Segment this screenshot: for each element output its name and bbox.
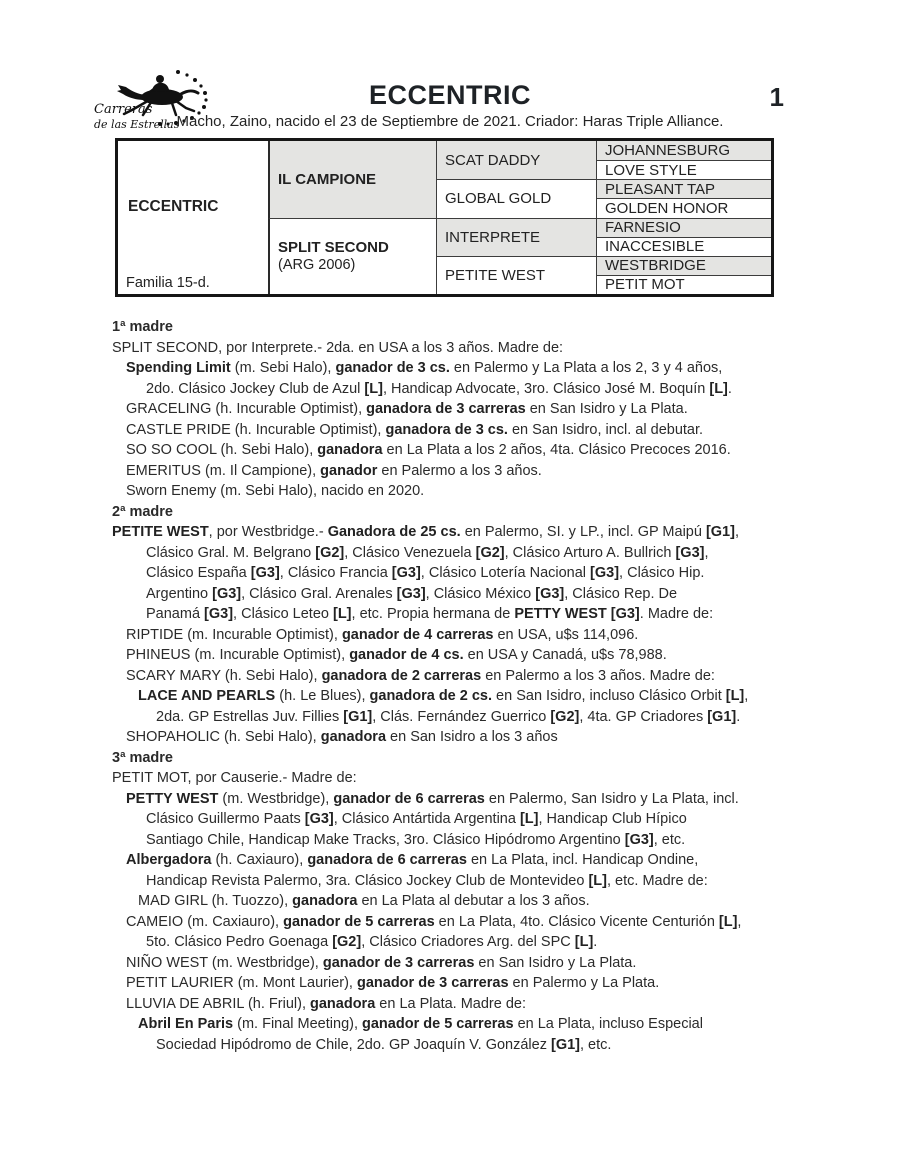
horse-name: LOVE STYLE — [605, 161, 697, 179]
pedigree-line: PHINEUS (m. Incurable Optimist), ganador de 4 cs. en USA y Canadá, u$s 78,988. — [126, 647, 667, 663]
horse-name: SCAT DADDY — [445, 151, 541, 169]
page-number: 1 — [769, 82, 784, 112]
pedigree-line: CASTLE PRIDE (h. Incurable Optimist), ganadora de 3 cs. en San Isidro, incl. al debutar. — [126, 421, 704, 438]
section-heading: 3ª madre — [112, 749, 173, 766]
pedigree-line: PETTY WEST (m. Westbridge), ganador de 6 carreras en Palermo, San Isidro y La Plata, incl. — [126, 790, 739, 807]
pedigree-line: PETITE WEST, por Westbridge.- Ganadora de 25 cs. en Palermo, SI. y LP., incl. GP Maipú [G1], — [112, 524, 739, 540]
pedigree-line: Clásico Gral. M. Belgrano [G2], Clásico Venezuela [G2], Clásico Arturo A. Bullrich [G3], — [146, 544, 709, 561]
page-title: ECCENTRIC — [368, 80, 531, 110]
horse-name: PETITE WEST — [445, 266, 546, 284]
pedigree-line: LACE AND PEARLS (h. Le Blues), ganadora de 2 cs. en San Isidro, incluso Clásico Orbit [L], — [138, 688, 749, 704]
pedigree-line: SCARY MARY (h. Sebi Halo), ganadora de 2 carreras en Palermo a los 3 años. Madre de: — [126, 667, 715, 684]
horse-name: PETIT MOT — [605, 276, 685, 294]
pedigree-line: 5to. Clásico Pedro Goenaga [G2], Clásico Criadores Arg. del SPC [L]. — [146, 934, 598, 950]
pedigree-line: 2do. Clásico Jockey Club de Azul [L], Handicap Advocate, 3ro. Clásico José M. Boquín [L]. — [146, 380, 732, 397]
pedigree-line: PETIT LAURIER (m. Mont Laurier), ganador de 3 carreras en Palermo y La Plata. — [126, 975, 660, 991]
horse-name: INACCESIBLE — [605, 238, 705, 256]
pedigree-line: PETIT MOT, por Causerie.- Madre de: — [112, 770, 357, 786]
pedigree-line: NIÑO WEST (m. Westbridge), ganador de 3 carreras en San Isidro y La Plata. — [126, 954, 637, 971]
pedigree-line: SHOPAHOLIC (h. Sebi Halo), ganadora en San Isidro a los 3 años — [126, 729, 558, 745]
great-grandparent-cell — [596, 256, 771, 275]
horse-name: PLEASANT TAP — [605, 180, 716, 198]
dam-cell — [268, 218, 436, 295]
pedigree-line: MAD GIRL (h. Tuozzo), ganadora en La Plata al debutar a los 3 años. — [138, 893, 590, 909]
pedigree-line: Spending Limit (m. Sebi Halo), ganador de 3 cs. en Palermo y La Plata a los 2, 3 y 4 años, — [126, 360, 723, 376]
horse-name: WESTBRIDGE — [605, 257, 706, 275]
pedigree-text — [112, 317, 812, 1055]
subject-cell — [118, 141, 268, 294]
pedigree-line: Sworn Enemy (m. Sebi Halo), nacido en 2020. — [126, 483, 425, 499]
horse-name: FARNESIO — [605, 219, 681, 237]
horse-name: INTERPRETE — [445, 228, 541, 246]
horse-name: SPLIT SECOND — [278, 239, 389, 257]
pedigree-line: SO SO COOL (h. Sebi Halo), ganadora en La Plata a los 2 años, 4ta. Clásico Precoces 2016. — [126, 442, 731, 458]
great-grandparent-cell — [596, 218, 771, 237]
pedigree-table — [115, 138, 774, 297]
great-grandparent-cell — [596, 141, 771, 160]
grandsire-cell — [436, 141, 596, 179]
pedigree-line: GRACELING (h. Incurable Optimist), ganadora de 3 carreras en San Isidro y La Plata. — [126, 401, 688, 417]
pedigree-line: CAMEIO (m. Caxiauro), ganador de 5 carreras en La Plata, 4to. Clásico Vicente Centurión [L], — [126, 913, 742, 930]
great-grandparent-cell — [596, 160, 771, 179]
horse-name: GLOBAL GOLD — [445, 190, 552, 208]
section-heading: 1ª madre — [112, 319, 173, 335]
pedigree-line: EMERITUS (m. Il Campione), ganador en Palermo a los 3 años. — [126, 462, 542, 479]
section-heading: 2ª madre — [112, 503, 173, 520]
pedigree-line: Sociedad Hipódromo de Chile, 2do. GP Joaquín V. González [G1], etc. — [156, 1036, 612, 1053]
horse-name: JOHANNESBURG — [605, 142, 731, 160]
pedigree-line: Abril En Paris (m. Final Meeting), ganador de 5 carreras en La Plata, incluso Especial — [138, 1016, 703, 1032]
pedigree-line: 2da. GP Estrellas Juv. Fillies [G1], Clás. Fernández Guerrico [G2], 4ta. GP Criadores [G1]. — [156, 708, 741, 725]
horse-detail: (ARG 2006) — [278, 257, 356, 274]
grandsire-cell — [436, 218, 596, 256]
pedigree-line: SPLIT SECOND, por Interprete.- 2da. en USA a los 3 años. Madre de: — [112, 339, 564, 356]
pedigree-line: Argentino [G3], Clásico Gral. Arenales [G3], Clásico México [G3], Clásico Rep. De — [146, 585, 678, 602]
pedigree-line: Panamá [G3], Clásico Leteo [L], etc. Propia hermana de PETTY WEST [G3]. Madre de: — [146, 606, 714, 622]
family-label: Familia 15-d. — [126, 275, 210, 291]
pedigree-line: Albergadora (h. Caxiauro), ganadora de 6 carreras en La Plata, incl. Handicap Ondine, — [126, 852, 699, 868]
horse-name: GOLDEN HONOR — [605, 199, 729, 217]
logo-text-line2: de las Estrellas — [94, 118, 180, 131]
great-grandparent-cell — [596, 237, 771, 256]
pedigree-line: Clásico Guillermo Paats [G3], Clásico Antártida Argentina [L], Handicap Club Hípico — [146, 811, 687, 827]
horse-name: IL CAMPIONE — [278, 170, 377, 188]
birth-breeder-line: Macho, Zaino, nacido el 23 de Septiembre de 2021. Criador: Haras Triple Alliance. — [176, 113, 724, 130]
granddam-cell — [436, 179, 596, 217]
pedigree-line: RIPTIDE (m. Incurable Optimist), ganador de 4 carreras en USA, u$s 114,096. — [126, 626, 639, 643]
subject-name: ECCENTRIC — [128, 197, 219, 215]
sire-cell — [268, 141, 436, 218]
logo-text-line1: Carreras — [94, 102, 153, 117]
great-grandparent-cell — [596, 179, 771, 198]
granddam-cell — [436, 256, 596, 294]
pedigree-line: Clásico España [G3], Clásico Francia [G3], Clásico Lotería Nacional [G3], Clásico Hip. — [146, 565, 705, 581]
great-grandparent-cell — [596, 198, 771, 217]
great-grandparent-cell — [596, 275, 771, 294]
pedigree-line: Handicap Revista Palermo, 3ra. Clásico Jockey Club de Montevideo [L], etc. Madre de: — [146, 872, 708, 889]
pedigree-line: Santiago Chile, Handicap Make Tracks, 3ro. Clásico Hipódromo Argentino [G3], etc. — [146, 831, 686, 848]
pedigree-line: LLUVIA DE ABRIL (h. Friul), ganadora en La Plata. Madre de: — [126, 995, 527, 1012]
